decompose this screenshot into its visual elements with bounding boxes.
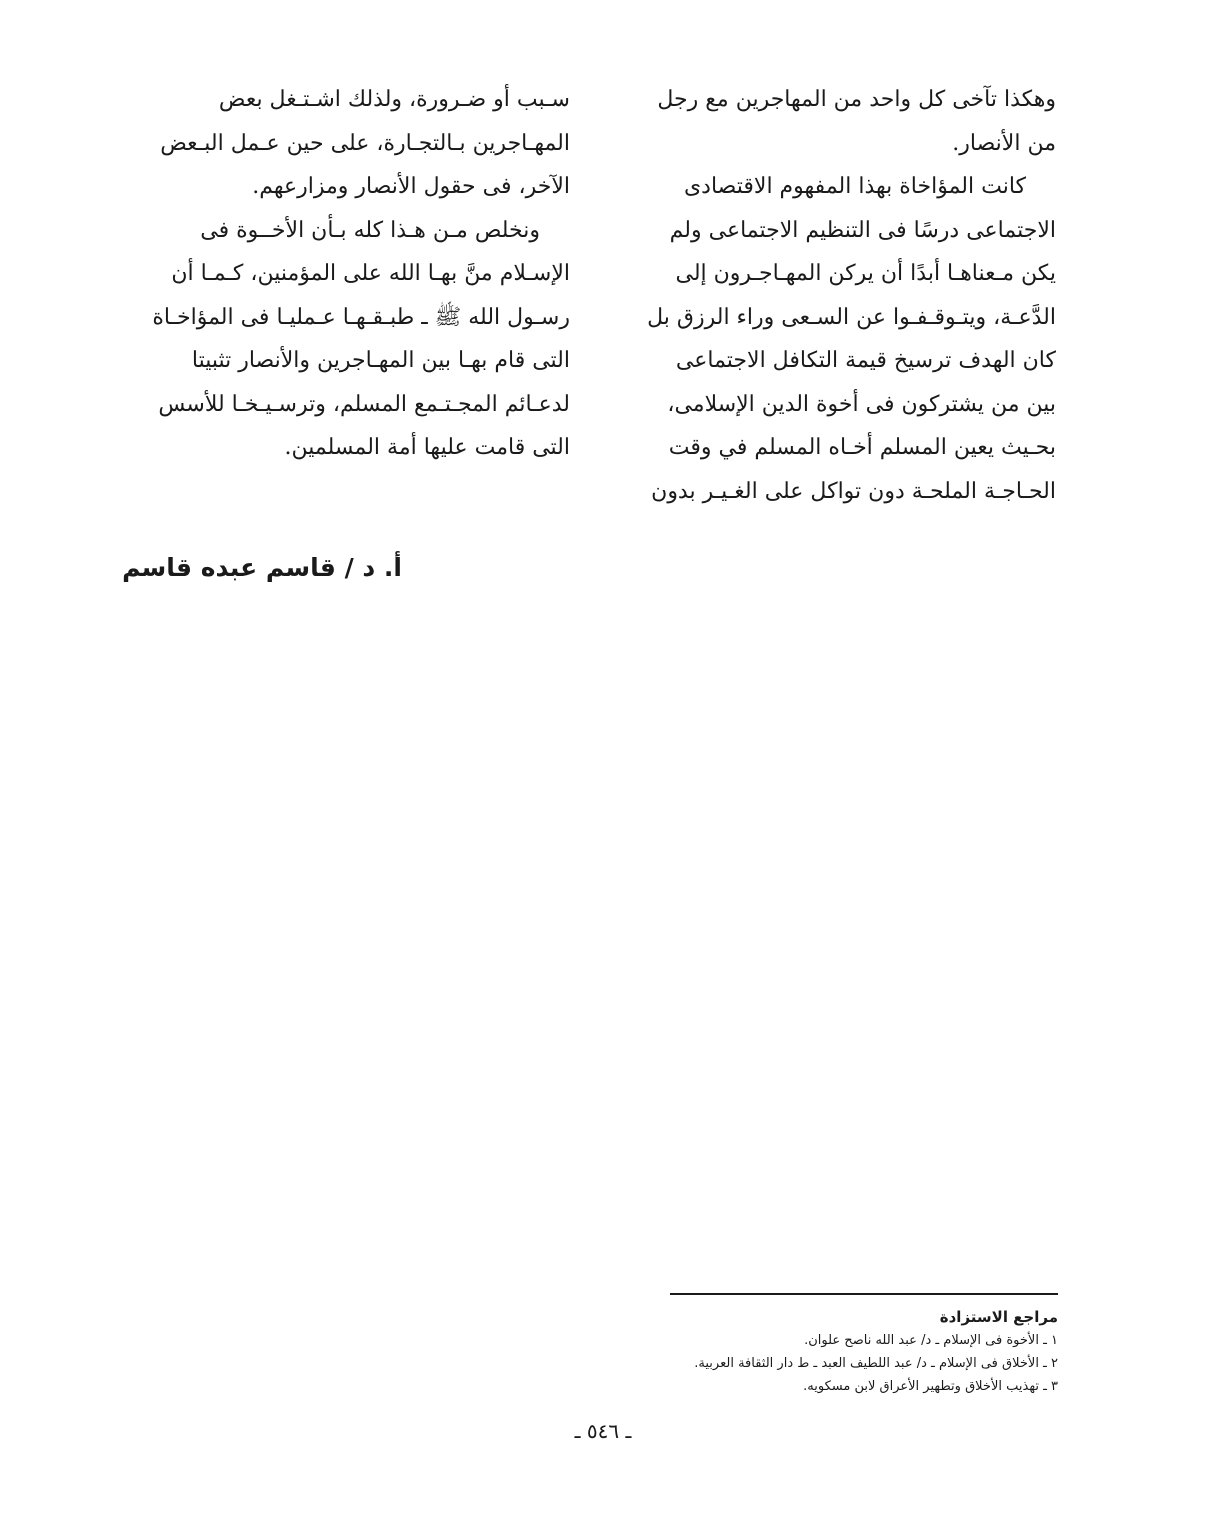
- body-text-line: لدعـائم المجـتـمع المسلم، وترسـيـخـا للأسس: [158, 391, 570, 417]
- body-text-line: كانت المؤاخاة بهذا المفهوم الاقتصادى: [683, 174, 1026, 199]
- body-text-line: الاجتماعى درسًا فى التنظيم الاجتماعى ولم: [669, 217, 1056, 243]
- reference-item: ١ ـ الأخوة فى الإسلام ـ د/ عبد الله ناصح علوان.: [804, 1333, 1058, 1348]
- references-section: [600, 1305, 1058, 1398]
- body-text-line: من الأنصار.: [952, 130, 1056, 156]
- body-text-line: ونخلص مـن هـذا كله بـأن الأخــوة فى: [200, 217, 540, 243]
- body-text-line: الدَّعـة، ويتـوقـفـوا عن السـعى وراء الرزق بل: [647, 304, 1056, 330]
- body-text-line: التى قامت عليها أمة المسلمين.: [284, 435, 570, 460]
- body-text-line: يكن مـعناهـا أبدًا أن يركن المهـاجـرون إلى: [675, 261, 1056, 286]
- body-text-line: كان الهدف ترسيخ قيمة التكافل الاجتماعى: [675, 348, 1056, 373]
- body-text-line: الآخر، فى حقول الأنصار ومزارعهم.: [252, 174, 570, 199]
- body-text-line: بين من يشتركون فى أخوة الدين الإسلامى،: [667, 391, 1056, 417]
- body-text-line: رسـول الله ﷺ ـ طبـقـهـا عـمليـا فى المؤاخـاة: [152, 304, 570, 330]
- references-title: مراجع الاستزادة: [939, 1308, 1058, 1326]
- reference-item: ٣ ـ تهذيب الأخلاق وتطهير الأعراق لابن مسكويه.: [803, 1379, 1058, 1394]
- body-text-line: وهكذا تآخى كل واحد من المهاجرين مع رجل: [657, 87, 1056, 112]
- left-text-column: [146, 78, 570, 470]
- right-text-column: [628, 78, 1056, 513]
- footnote-divider: [670, 1293, 1058, 1295]
- page-number: ـ ٥٤٦ ـ: [574, 1419, 632, 1443]
- reference-item: ٢ ـ الأخلاق فى الإسلام ـ د/ عبد اللطيف العبد ـ ط دار الثقافة العربية.: [694, 1356, 1058, 1371]
- body-text-line: بحـيث يعين المسلم أخـاه المسلم في وقت: [668, 435, 1056, 460]
- body-text-line: الحـاجـة الملحـة دون تواكل على الغـيـر بدون: [651, 478, 1056, 504]
- body-text-line: سـبب أو ضـرورة، ولذلك اشـتـغل بعض: [218, 87, 570, 112]
- author-signature: أ. د / قاسم عبده قاسم: [122, 553, 402, 582]
- body-text-line: التى قام بهـا بين المهـاجرين والأنصار تثبيتا: [191, 348, 570, 373]
- body-text-line: المهـاجرين بـالتجـارة، على حين عـمل البـعض: [160, 130, 570, 156]
- body-text-line: الإسـلام منَّ بهـا الله على المؤمنين، كـمـا أن: [171, 261, 570, 286]
